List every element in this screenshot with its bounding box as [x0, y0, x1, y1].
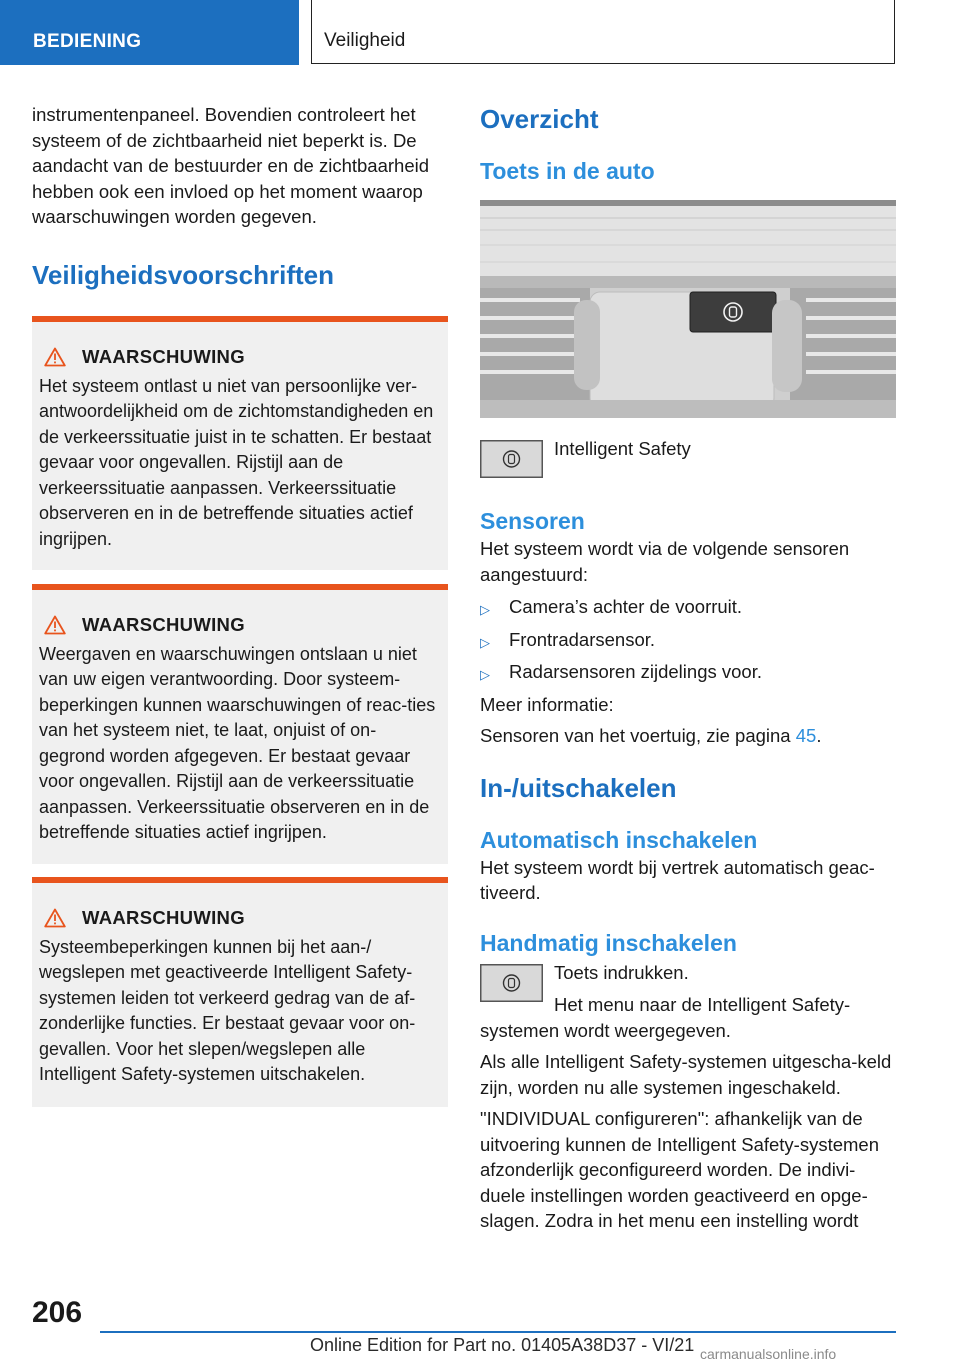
- warning-box-1: [32, 316, 448, 570]
- bullet-triangle-icon: ▷: [480, 634, 490, 650]
- sensors-intro: Het systeem wordt via de volgende sensoren aangestuurd:: [480, 538, 850, 585]
- bullet-triangle-icon: ▷: [480, 667, 490, 682]
- list-item: ▷ Frontradarsensor.: [480, 627, 896, 660]
- more-info-label: Meer informatie:: [480, 693, 614, 715]
- safety-heading: Veiligheidsvoorschriften: [32, 259, 334, 290]
- right-column: [480, 102, 896, 1234]
- bullet-triangle-icon: ▷: [480, 602, 490, 617]
- footer-divider: [100, 1331, 896, 1333]
- watermark: carmanualsonline.info: [700, 1346, 837, 1362]
- page-link[interactable]: 45: [795, 725, 817, 746]
- warning-triangle-icon: [44, 615, 66, 635]
- manual-step-text: Toets indrukken.: [554, 961, 689, 983]
- sensors-heading: Sensoren: [480, 508, 585, 534]
- intelligent-safety-button-icon: [480, 964, 543, 1002]
- warning-text: Weergaven en waarschuwingen ontslaan u niet van uw eigen verantwoording. Door systeem-beperkingen kunnen waarschuwingen of reac-ties van het systeem niet, te laat, onjuist of on-gegrond worden afgegeven. Er bestaat gevaar voor ongevallen. Rijstijl aan de verkeerssituatie aanpassen. Verkeerssituatie observeren en in de betreffende situaties actief ingrijpen.: [39, 643, 436, 842]
- warning-title: WAARSCHUWING: [82, 345, 245, 367]
- onoff-heading: In-/uitschakelen: [480, 772, 677, 803]
- warning-box-3: [32, 877, 448, 1107]
- intelligent-safety-button-icon: [480, 440, 543, 478]
- list-item: ▷ Radarsensoren zijdelings voor.: [480, 659, 896, 692]
- manual-step-line2: systemen wordt weergegeven.: [480, 1019, 731, 1041]
- manual-heading: Handmatig inschakelen: [480, 929, 737, 956]
- header-chapter-title: Veiligheid: [311, 0, 895, 64]
- header-section-tab: BEDIENING: [0, 0, 299, 65]
- warning-triangle-icon: [44, 908, 66, 928]
- auto-text: Het systeem wordt bij vertrek automatisch geac-tiveerd.: [480, 856, 875, 903]
- warning-text: Systeembeperkingen kunnen bij het aan-/ wegslepen met geactiveerde Intelligent Safety-systemen leiden tot verkeerd gedrag van de af-zonderlijke functies. Er bestaat gevaar voor on-gevallen. Voor het slepen/wegslepen alle Intelligent Safety-systemen uitschakelen.: [39, 936, 416, 1084]
- left-column: [32, 102, 448, 1107]
- warning-title: WAARSCHUWING: [82, 613, 245, 635]
- warning-box-2: [32, 584, 448, 864]
- dashboard-button-photo: [480, 200, 896, 418]
- sensor-list: [480, 594, 896, 692]
- button-legend: [480, 440, 896, 478]
- warning-text: Het systeem ontlast u niet van persoonlijke ver-antwoordelijkheid om de zichtomstandigheden en de verkeerssituatie juist in te schatten. Er bestaat gevaar voor ongevallen. Rijstijl aan de verkeerssituatie aanpassen. Verkeerssituatie observeren en in de betreffende situaties actief ingrijpen.: [39, 375, 434, 549]
- manual-step-line1: Het menu naar de Intelligent Safety-: [554, 993, 851, 1015]
- button-heading: Toets in de auto: [480, 158, 655, 184]
- auto-heading: Automatisch inschakelen: [480, 826, 758, 853]
- warning-triangle-icon: [44, 347, 66, 367]
- page-number: 206: [32, 1296, 83, 1329]
- sensors-reference: Sensoren van het voertuig, zie pagina 45.: [480, 725, 822, 746]
- overview-heading: Overzicht: [480, 104, 599, 134]
- paragraph-individual: "INDIVIDUAL configureren": afhankelijk van de uitvoering kunnen de Intelligent Safety-systemen afzonderlijk geconfigureerd worden. De indivi-duele instellingen worden geactiveerd en opge-slagen. Zodra in het menu een instelling wordt: [480, 1108, 880, 1231]
- paragraph-all-systems: Als alle Intelligent Safety-systemen uitgescha-keld zijn, worden nu alle systemen ingeschakeld.: [480, 1051, 892, 1098]
- list-item: ▷ Camera’s achter de voorruit.: [480, 594, 896, 627]
- warning-title: WAARSCHUWING: [82, 906, 245, 928]
- button-caption: Intelligent Safety: [554, 438, 691, 459]
- footer-edition: Online Edition for Part no. 01405A38D37 - VI/21: [310, 1335, 695, 1355]
- intro-paragraph: instrumentenpaneel. Bovendien controleert het systeem of de zichtbaarheid niet beperkt is. De aandacht van de bestuurder en de zichtbaarheid hebben ook een invloed op het moment waarop waarschuwingen worden gegeven.: [32, 104, 430, 227]
- manual-step: [480, 960, 896, 1018]
